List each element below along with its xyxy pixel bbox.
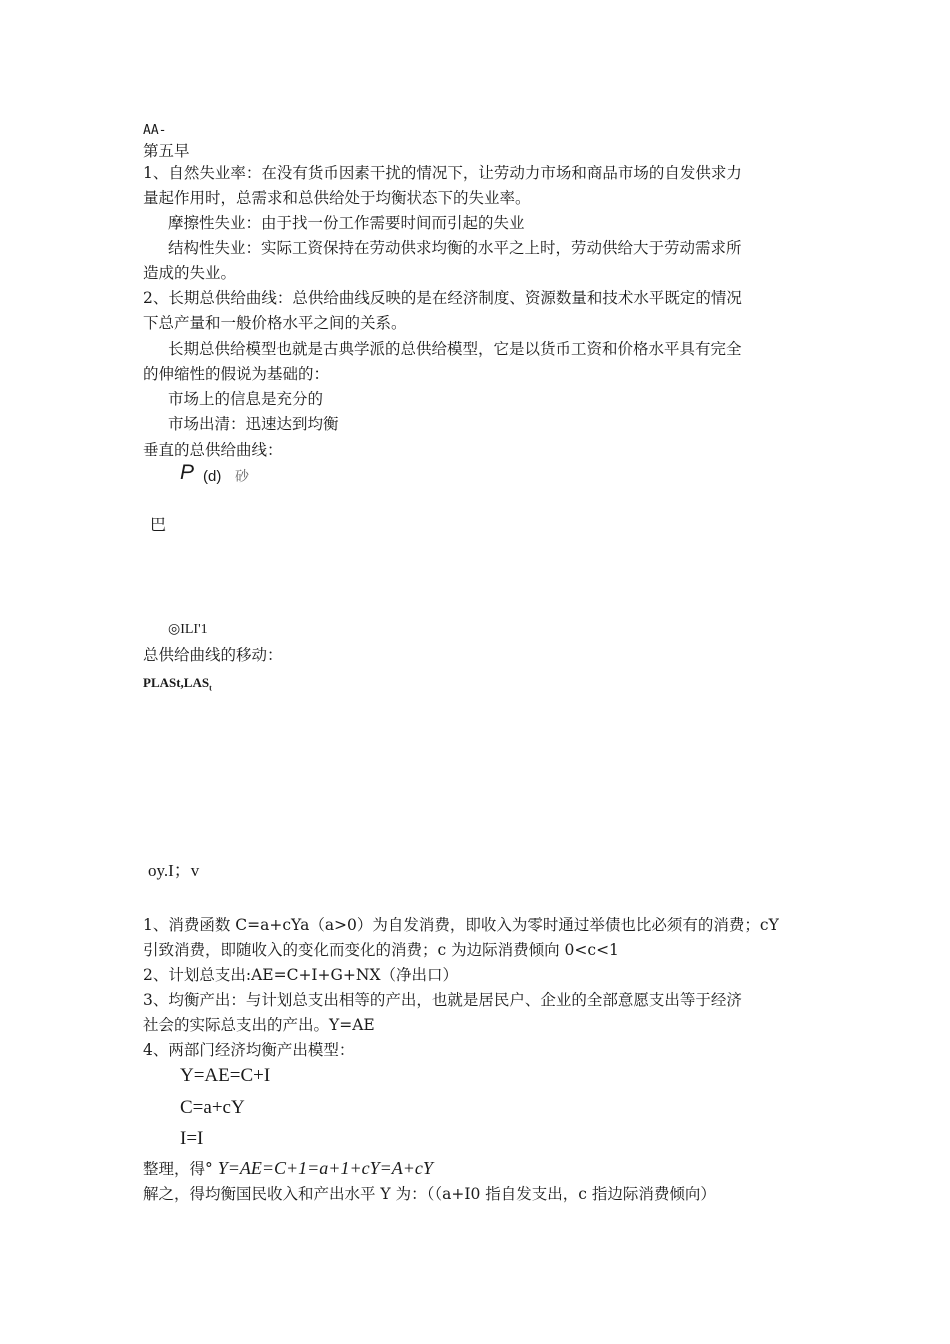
paragraph-las-2: 下总产量和一般价格水平之间的关系。 — [143, 314, 407, 332]
equation-1: Y=AE=C+I — [180, 1065, 271, 1086]
paragraph-simplify — [143, 1157, 433, 1180]
paragraph-vertical-curve: 垂直的总供给曲线： — [143, 441, 283, 459]
figure2-caption: oy.I；v — [148, 861, 200, 880]
paragraph-info: 市场上的信息是充分的 — [168, 390, 324, 408]
simplify-equation: Y=AE=C+1=a+1+cY=A+cY — [217, 1158, 433, 1178]
paragraph-classical-1: 长期总供给模型也就是古典学派的总供给模型，它是以货币工资和价格水平具有完全 — [168, 340, 742, 358]
figure1-p-label: P — [180, 461, 195, 484]
paragraph-natural-unemployment-2: 量起作用时，总需求和总供给处于均衡状态下的失业率。 — [143, 189, 531, 207]
paragraph-natural-unemployment-1: 1、自然失业率：在没有货币因素干扰的情况下，让劳动力市场和商品市场的自发供求力 — [143, 164, 742, 182]
simplify-prefix: 整理，得° — [143, 1160, 213, 1178]
figure2-label-text: PLASt,LAS — [143, 675, 210, 690]
paragraph-consumption-1: 1、消费函数 C=a+cYa（a>0）为自发消费，即收入为零时通过举债也比必须有的消费；cY — [143, 916, 779, 934]
paragraph-structural-1: 结构性失业：实际工资保持在劳动供求均衡的水平之上时，劳动供给大于劳动需求所 — [168, 239, 742, 257]
paragraph-las-1: 2、长期总供给曲线：总供给曲线反映的是在经济制度、资源数量和技术水平既定的情况 — [143, 289, 742, 307]
paragraph-clearing: 市场出清：迅速达到均衡 — [168, 415, 339, 433]
paragraph-equilibrium-1: 3、均衡产出：与计划总支出相等的产出，也就是居民户、企业的全部意愿支出等于经济 — [143, 991, 742, 1009]
figure1-extra-label: 砂 — [235, 469, 249, 485]
chapter-title: 第五早 — [143, 142, 190, 160]
header-mark: AA- — [143, 123, 167, 138]
figure1-d-label: (d) — [203, 468, 222, 485]
paragraph-structural-2: 造成的失业。 — [143, 264, 237, 282]
paragraph-consumption-2: 引致消费，即随收入的变化而变化的消费；c 为边际消费倾向 0<c<1 — [143, 941, 619, 959]
paragraph-solution: 解之，得均衡国民收入和产出水平 Y 为：（（a+I0 指自发支出，c 指边际消费倾向） — [143, 1185, 716, 1203]
figure1-axis-label: 巴 — [150, 515, 167, 534]
paragraph-classical-2: 的伸缩性的假说为基础的： — [143, 365, 330, 383]
paragraph-two-sector: 4、两部门经济均衡产出模型： — [143, 1041, 355, 1059]
figure1-caption: ◎ILI'1 — [168, 622, 208, 637]
paragraph-equilibrium-2: 社会的实际总支出的产出。Y=AE — [143, 1016, 375, 1034]
figure2-label-sub: t — [209, 683, 212, 693]
paragraph-frictional: 摩擦性失业：由于找一份工作需要时间而引起的失业 — [168, 214, 525, 232]
paragraph-planned-expenditure: 2、计划总支出:AE=C+I+G+NX（净出口） — [143, 966, 459, 984]
equation-2: C=a+cY — [180, 1097, 245, 1118]
equation-3: I=I — [180, 1128, 204, 1149]
paragraph-curve-shift: 总供给曲线的移动： — [143, 646, 283, 664]
figure2-label — [143, 672, 212, 700]
